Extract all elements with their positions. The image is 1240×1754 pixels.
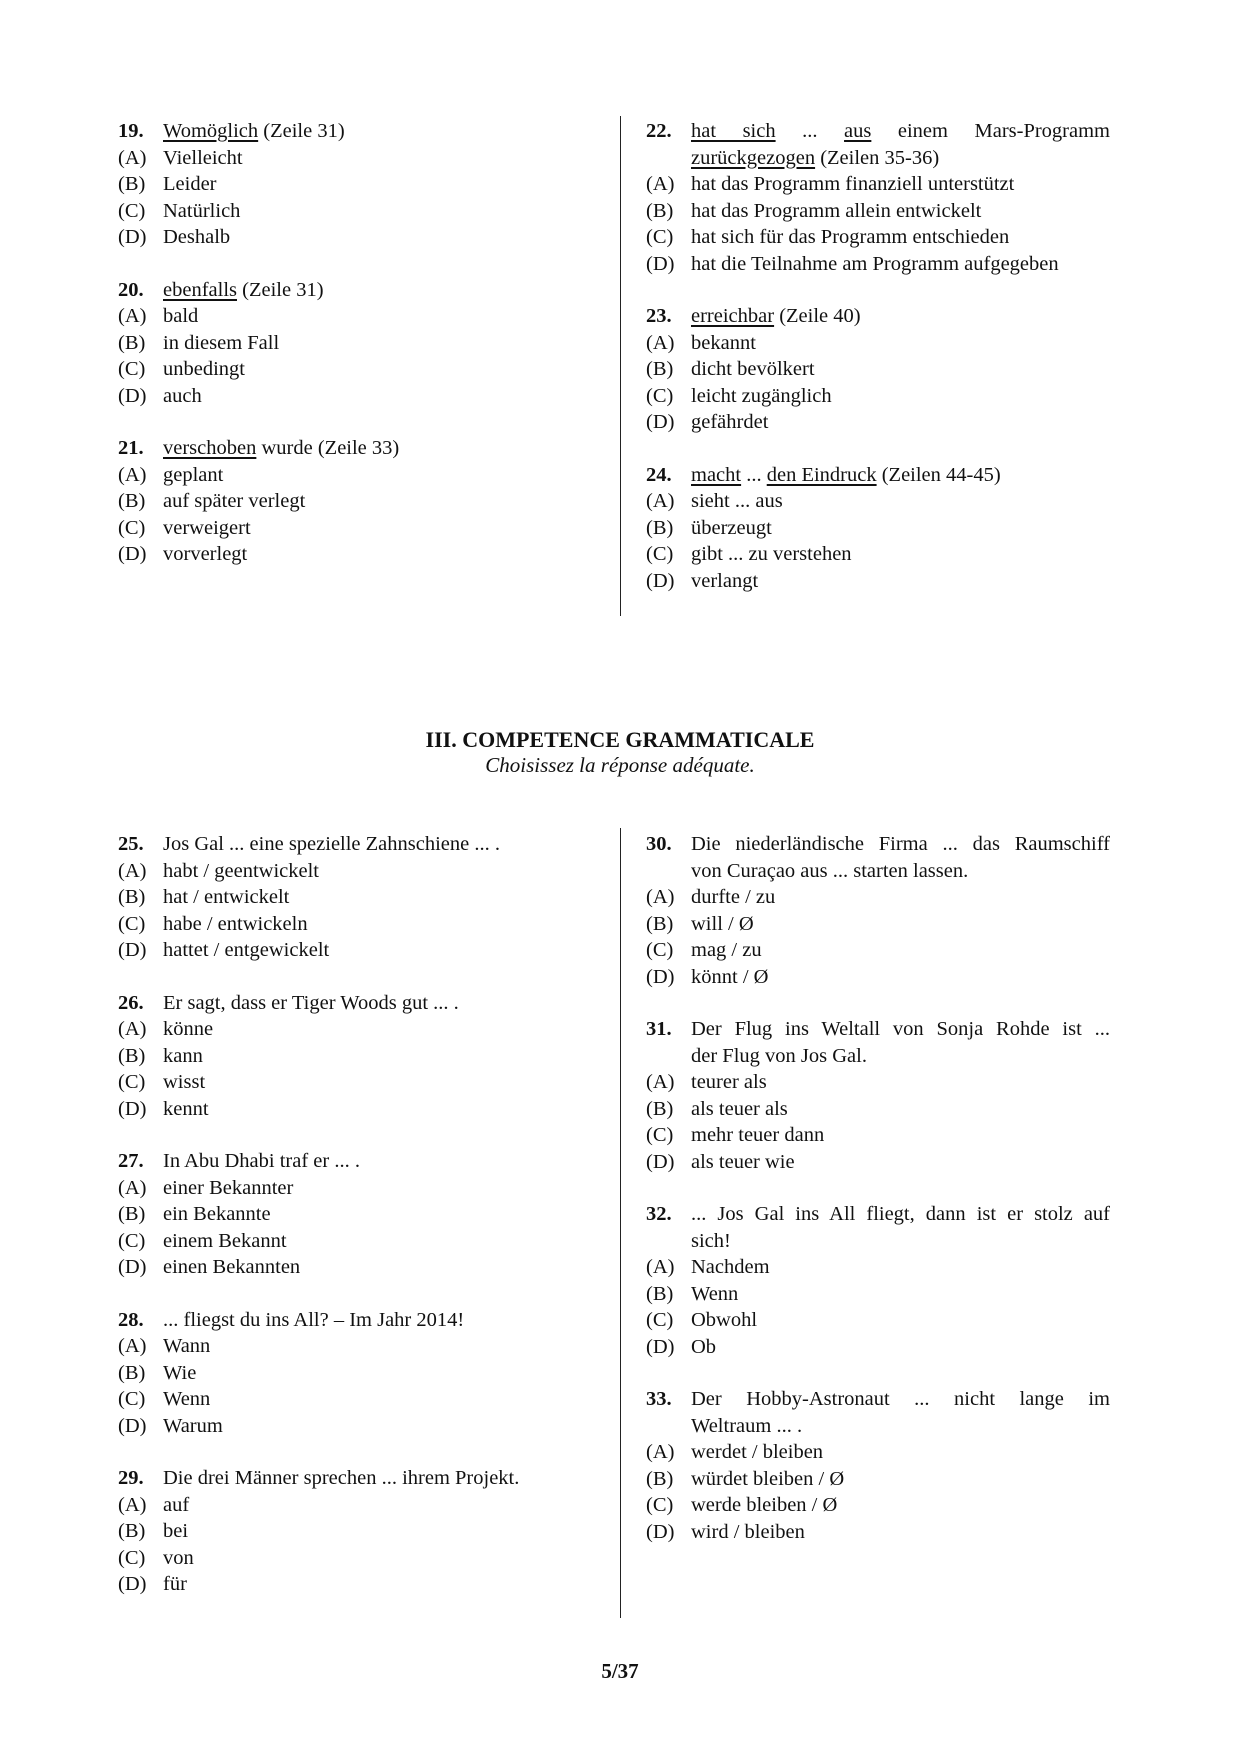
answer-option [118,1096,588,1123]
answer-option [118,541,558,568]
answer-option [118,1201,588,1228]
answer-option [646,937,1110,964]
question-item [646,1386,1110,1545]
question-text-part: sich! [691,1229,731,1252]
option-letter: (D) [118,939,147,961]
option-letter: (A) [118,859,147,882]
underlined-term: verschoben [163,437,257,459]
answer-option [118,198,558,225]
option-letter: (B) [646,358,674,380]
option-letter: (D) [646,411,675,433]
option-letter: (A) [118,1493,147,1516]
option-letter: (B) [118,1203,146,1225]
question-text-continued [646,145,1110,172]
option-text: Wenn [691,1282,739,1305]
option-text: bald [163,305,199,327]
answer-option [118,145,558,172]
question-number: 21. [118,437,144,459]
question-item [646,303,1110,436]
option-letter: (B) [646,912,674,935]
question-text-part: der Flug von Jos Gal. [691,1044,867,1067]
question-stem [118,435,558,462]
question-text-part: Weltraum ... . [691,1414,803,1437]
option-text: habe / entwickeln [163,912,308,935]
question-item [646,1016,1110,1175]
option-letter: (B) [118,173,146,195]
option-text: auf [163,1493,190,1516]
option-text: Ob [691,1335,717,1358]
answer-option [118,171,558,198]
answer-option [646,568,1110,595]
question-item [646,831,1110,990]
question-text [691,1016,1110,1043]
option-text: mehr teuer dann [691,1124,825,1146]
option-letter: (C) [646,543,674,565]
question-text [163,277,558,304]
option-text: mag / zu [691,939,762,961]
question-item [118,277,558,410]
answer-option [646,964,1110,991]
option-letter: (A) [646,1256,675,1278]
answer-option [646,1281,1110,1308]
option-letter: (D) [646,1520,675,1543]
option-letter: (B) [646,1467,674,1490]
option-letter: (B) [118,886,146,908]
question-stem [118,831,588,858]
question-text-part: (Zeile 40) [774,305,861,327]
option-text: auf später verlegt [163,490,306,512]
option-letter: (D) [646,1150,675,1173]
option-text: teurer als [691,1071,767,1093]
option-text: überzeugt [691,516,772,539]
question-text [163,990,588,1017]
underlined-term: den Eindruck [766,463,877,486]
option-text: in diesem Fall [163,331,280,354]
question-item [118,435,558,568]
option-text: Nachdem [691,1256,770,1278]
option-text: von [163,1546,194,1569]
question-text-part: Er sagt, dass er Tiger Woods gut ... . [163,991,459,1014]
top-left-column [118,118,558,594]
answer-option [118,1518,588,1545]
question-number: 32. [646,1203,672,1225]
answer-option [118,488,558,515]
question-text-part: Der Hobby-Astronaut ... nicht lange im [691,1388,1110,1410]
answer-option [118,356,558,383]
option-letter: (C) [646,226,674,248]
question-text [163,1148,588,1175]
option-text: leicht zugänglich [691,384,832,407]
option-text: Wann [163,1335,211,1357]
option-letter: (A) [118,1018,147,1040]
question-item [118,1307,588,1440]
option-text: unbedingt [163,358,245,380]
option-letter: (D) [646,569,675,592]
question-item [118,990,588,1123]
option-letter: (A) [118,305,147,327]
option-text: gibt ... zu verstehen [691,543,852,565]
option-text: ein Bekannte [163,1203,271,1225]
answer-option [118,462,558,489]
answer-option [646,383,1110,410]
question-number: 33. [646,1388,672,1410]
question-item [118,118,558,251]
option-letter: (A) [118,1176,147,1199]
option-text: hat das Programm finanziell unterstützt [691,173,1015,195]
option-text: Obwohl [691,1309,758,1331]
question-text-part: ... fliegst du ins All? – Im Jahr 2014! [163,1308,465,1331]
answer-option [646,488,1110,515]
question-number: 26. [118,991,144,1014]
answer-option [118,330,558,357]
answer-option [118,383,558,410]
option-letter: (D) [118,226,147,248]
option-text: kennt [163,1097,209,1120]
answer-option [646,1334,1110,1361]
answer-option [118,911,588,938]
answer-option [646,1149,1110,1176]
question-text-part: Die niederländische Firma ... das Raumschiff [691,833,1110,855]
answer-option [646,1096,1110,1123]
answer-option [646,1466,1110,1493]
option-letter: (C) [118,1388,146,1410]
column-divider-top [620,116,621,616]
option-letter: (B) [646,516,674,539]
option-text: verweigert [163,516,251,539]
question-number: 19. [118,120,144,142]
option-letter: (C) [118,199,146,222]
question-text-part: In Abu Dhabi traf er ... . [163,1150,360,1172]
question-text [163,435,558,462]
question-text-part: einem Mars-Programm [871,120,1111,142]
option-text: als teuer als [691,1097,788,1120]
option-text: Leider [163,173,217,195]
question-text [691,831,1110,858]
answer-option [646,356,1110,383]
option-text: hat / entwickelt [163,886,290,908]
question-text-part: Der Flug ins Weltall von Sonja Rohde ist ... [691,1018,1110,1040]
option-text: durfte / zu [691,886,776,908]
question-text-part: (Zeile 31) [237,278,324,301]
question-number: 30. [646,833,672,855]
answer-option [646,1069,1110,1096]
answer-option [118,1545,588,1572]
option-text: bekannt [691,331,756,354]
question-text [163,1307,588,1334]
question-item [118,1465,588,1598]
question-text-part: Die drei Männer sprechen ... ihrem Projekt. [163,1467,520,1489]
question-number: 24. [646,463,672,486]
answer-option [118,1413,588,1440]
option-letter: (C) [118,1546,146,1569]
option-text: verlangt [691,569,759,592]
answer-option [118,1571,588,1598]
question-item [646,462,1110,595]
option-letter: (D) [118,1256,147,1278]
question-text [691,118,1110,145]
question-stem [646,462,1110,489]
underlined-term: aus [844,120,872,142]
answer-option [118,858,588,885]
option-text: auch [163,384,202,407]
option-letter: (A) [646,1441,675,1463]
answer-option [646,1122,1110,1149]
option-letter: (D) [118,384,147,407]
answer-option [646,224,1110,251]
column-divider-bottom [620,828,621,1618]
option-text: will / Ø [691,912,754,935]
option-text: kann [163,1044,203,1067]
answer-option [646,1439,1110,1466]
question-text [691,303,1110,330]
question-number: 22. [646,120,672,142]
option-text: Warum [163,1414,223,1437]
answer-option [118,1228,588,1255]
option-letter: (A) [646,886,675,908]
option-letter: (C) [118,516,146,539]
question-number: 29. [118,1467,144,1489]
section-subtitle: Choisissez la réponse adéquate. [485,753,755,777]
question-text [163,1465,588,1492]
question-text [691,1386,1110,1413]
answer-option [118,1386,588,1413]
underlined-term: ebenfalls [163,278,237,301]
option-text: hat die Teilnahme am Programm aufgegeben [691,252,1059,275]
section-title: III. COMPETENCE GRAMMATICALE [425,727,815,752]
option-letter: (C) [646,1494,674,1516]
option-letter: (B) [118,1520,146,1542]
option-letter: (B) [118,1361,146,1384]
question-text [691,1201,1110,1228]
answer-option [646,1492,1110,1519]
option-letter: (D) [118,1414,147,1437]
option-text: werde bleiben / Ø [691,1494,838,1516]
answer-option [646,1254,1110,1281]
option-letter: (B) [646,1097,674,1120]
top-right-column [646,118,1110,620]
option-letter: (A) [118,146,147,169]
option-text: als teuer wie [691,1150,795,1173]
question-text-part: (Zeilen 44-45) [876,463,1001,486]
option-text: hat das Programm allein entwickelt [691,199,982,222]
answer-option [646,1519,1110,1546]
option-text: sieht ... aus [691,490,783,512]
question-stem [118,118,558,145]
question-text-part: ... [741,463,767,486]
answer-option [646,541,1110,568]
underlined-term: hat sich [691,120,776,142]
question-text-part: (Zeile 31) [258,120,345,142]
option-text: Natürlich [163,199,241,222]
option-letter: (C) [118,912,146,935]
question-item [646,118,1110,277]
bottom-right-column [646,831,1110,1571]
question-stem [646,303,1110,330]
answer-option [646,198,1110,225]
option-letter: (A) [646,490,675,512]
answer-option [118,1333,588,1360]
answer-option [118,224,558,251]
underlined-term: Womöglich [163,120,259,142]
option-text: Wie [163,1361,197,1384]
option-text: könnt / Ø [691,965,769,988]
option-letter: (A) [118,1335,147,1357]
answer-option [646,330,1110,357]
question-item [118,1148,588,1281]
option-text: gefährdet [691,411,769,433]
answer-option [646,409,1110,436]
option-text: für [163,1573,187,1595]
option-text: geplant [163,463,224,486]
question-number: 31. [646,1018,672,1040]
option-letter: (D) [646,1335,675,1358]
option-text: Deshalb [163,226,231,248]
option-text: werdet / bleiben [691,1441,824,1463]
question-stem [646,1201,1110,1228]
question-number: 23. [646,305,672,327]
answer-option [118,1069,588,1096]
answer-option [118,937,588,964]
question-item [118,831,588,964]
question-text-part: ... Jos Gal ins All fliegt, dann ist er stolz auf [691,1203,1110,1225]
option-letter: (C) [646,939,674,961]
question-text-part: Jos Gal ... eine spezielle Zahnschiene ... . [163,833,500,855]
question-stem [118,277,558,304]
option-text: wisst [163,1071,206,1093]
option-letter: (A) [118,463,147,486]
option-letter: (C) [646,1309,674,1331]
question-stem [646,118,1110,145]
question-text [163,831,588,858]
option-text: einer Bekannter [163,1176,294,1199]
question-text-part: wurde (Zeile 33) [256,437,400,459]
option-text: hattet / entgewickelt [163,939,330,961]
option-text: bei [163,1520,189,1542]
answer-option [118,1254,588,1281]
option-text: einem Bekannt [163,1229,287,1252]
option-letter: (C) [118,1229,146,1252]
question-stem [646,831,1110,858]
option-letter: (C) [118,358,146,380]
option-letter: (D) [646,252,675,275]
option-text: würdet bleiben / Ø [691,1467,845,1490]
bottom-left-column [118,831,588,1624]
option-letter: (A) [646,331,675,354]
option-letter: (B) [646,199,674,222]
question-stem [646,1016,1110,1043]
option-letter: (C) [646,384,674,407]
answer-option [118,884,588,911]
question-text-continued [646,1228,1110,1255]
option-text: vorverlegt [163,543,248,565]
option-text: wird / bleiben [691,1520,805,1543]
underlined-term: zurückgezogen [691,146,816,169]
answer-option [118,1492,588,1519]
option-letter: (B) [118,490,146,512]
question-text-continued [646,1413,1110,1440]
option-letter: (B) [118,331,146,354]
question-text [691,462,1110,489]
option-text: einen Bekannten [163,1256,301,1278]
question-stem [118,1307,588,1334]
question-stem [118,1465,588,1492]
option-text: Wenn [163,1388,211,1410]
option-letter: (D) [118,543,147,565]
option-letter: (D) [646,965,675,988]
option-letter: (C) [118,1071,146,1093]
answer-option [646,911,1110,938]
option-letter: (A) [646,1071,675,1093]
answer-option [118,1016,588,1043]
question-text-continued [646,1043,1110,1070]
answer-option [646,1307,1110,1334]
option-text: habt / geentwickelt [163,859,319,882]
question-number: 27. [118,1150,144,1172]
option-text: Vielleicht [163,146,243,169]
question-number: 28. [118,1308,144,1331]
question-item [646,1201,1110,1360]
option-letter: (D) [118,1097,147,1120]
question-number: 25. [118,833,144,855]
answer-option [118,1360,588,1387]
option-letter: (B) [646,1282,674,1305]
answer-option [646,515,1110,542]
answer-option [118,303,558,330]
question-number: 20. [118,278,144,301]
option-letter: (B) [118,1044,146,1067]
question-text-part: (Zeilen 35-36) [815,146,940,169]
answer-option [118,1043,588,1070]
page-number: 5/37 [601,1659,639,1683]
question-stem [646,1386,1110,1413]
question-text-continued [646,858,1110,885]
answer-option [646,171,1110,198]
answer-option [118,1175,588,1202]
question-text-part: ... [775,120,845,142]
option-letter: (A) [646,173,675,195]
underlined-term: macht [691,463,742,486]
option-text: könne [163,1018,214,1040]
question-text [163,118,558,145]
option-text: dicht bevölkert [691,358,815,380]
question-text-part: von Curaçao aus ... starten lassen. [691,859,969,882]
option-letter: (C) [646,1124,674,1146]
question-stem [118,990,588,1017]
option-text: hat sich für das Programm entschieden [691,226,1010,248]
answer-option [646,251,1110,278]
option-letter: (D) [118,1573,147,1595]
underlined-term: erreichbar [691,305,775,327]
answer-option [646,884,1110,911]
answer-option [118,515,558,542]
question-stem [118,1148,588,1175]
